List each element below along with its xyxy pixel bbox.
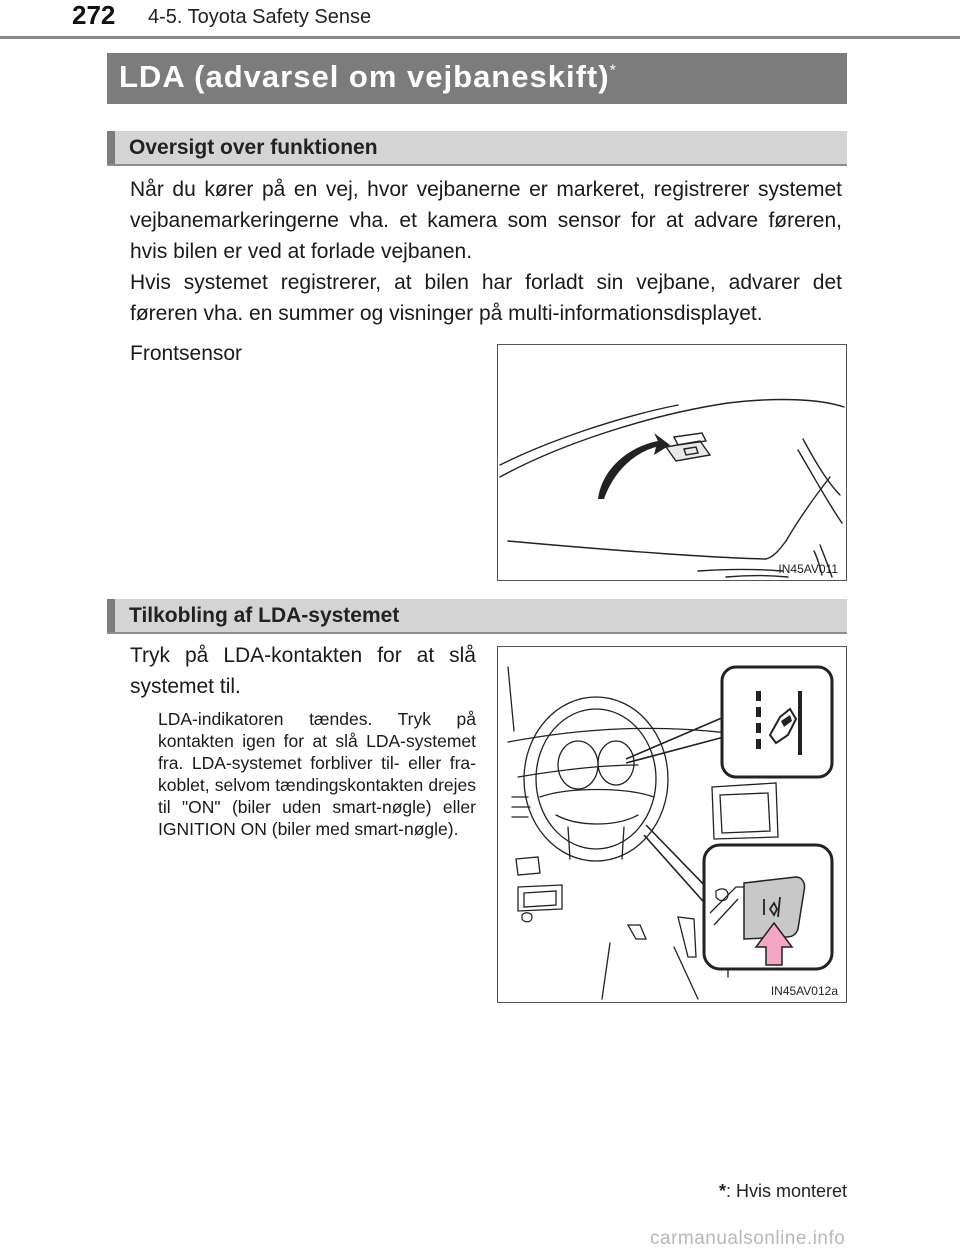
activation-paragraph: Tryk på LDA-kontakten for at slå systemet til. bbox=[130, 644, 476, 698]
title-bar bbox=[107, 53, 847, 104]
dashboard-illustration bbox=[498, 647, 846, 1002]
figure-code: IN45AV012a bbox=[770, 984, 838, 998]
lda-switch-callout bbox=[704, 845, 832, 969]
overview-paragraph-2: Hvis systemet registrerer, at bilen har forladt sin vejbane, advarer det føreren vha. en summer og visninger på multi-informationsdisplayet. bbox=[130, 271, 842, 325]
section-heading-label: Tilkobling af LDA-systemet bbox=[129, 604, 400, 627]
page-title: LDA (advarsel om vejbaneskift)* bbox=[119, 59, 617, 94]
header-rule bbox=[0, 36, 960, 39]
activation-note: LDA-indikatoren tændes. Tryk på kontakten igen for at slå LDA-systemet fra. LDA-systemet forbliver til- eller fra-koblet, selvom tændingskontakten drejes til "ON" (biler uden smart-nøgle) eller IGNITION ON (biler med smart-nøgle). bbox=[158, 709, 476, 839]
lane-departure-indicator-callout bbox=[722, 667, 832, 777]
footnote bbox=[719, 1181, 847, 1202]
windshield-illustration bbox=[498, 345, 846, 580]
section-heading-overview bbox=[107, 131, 847, 166]
chapter-title: 4-5. Toyota Safety Sense bbox=[148, 6, 372, 28]
figure-code: IN45AV011 bbox=[778, 562, 838, 576]
watermark: carmanualsonline.info bbox=[650, 1228, 846, 1249]
footnote-marker: * bbox=[718, 1181, 726, 1201]
windshield-camera-icon bbox=[666, 433, 710, 461]
frontsensor-label: Frontsensor bbox=[130, 342, 243, 365]
windshield-sensor-figure bbox=[497, 344, 847, 581]
lda-switch-figure bbox=[497, 646, 847, 1003]
section-heading-label: Oversigt over funktionen bbox=[129, 136, 378, 159]
page-number: 272 bbox=[72, 0, 116, 30]
pointer-arrow bbox=[598, 433, 670, 499]
footnote-text: : Hvis monteret bbox=[725, 1181, 847, 1201]
section-heading-activation bbox=[107, 599, 847, 634]
overview-paragraph-1: Når du kører på en vej, hvor vejbanerne er markeret, registrerer systemet vejbanemarkeringerne vha. et kamera som sensor for at advare føreren, hvis bilen er ved at forlade vejbanen. bbox=[130, 178, 842, 263]
title-footnote-marker: * bbox=[609, 62, 617, 80]
